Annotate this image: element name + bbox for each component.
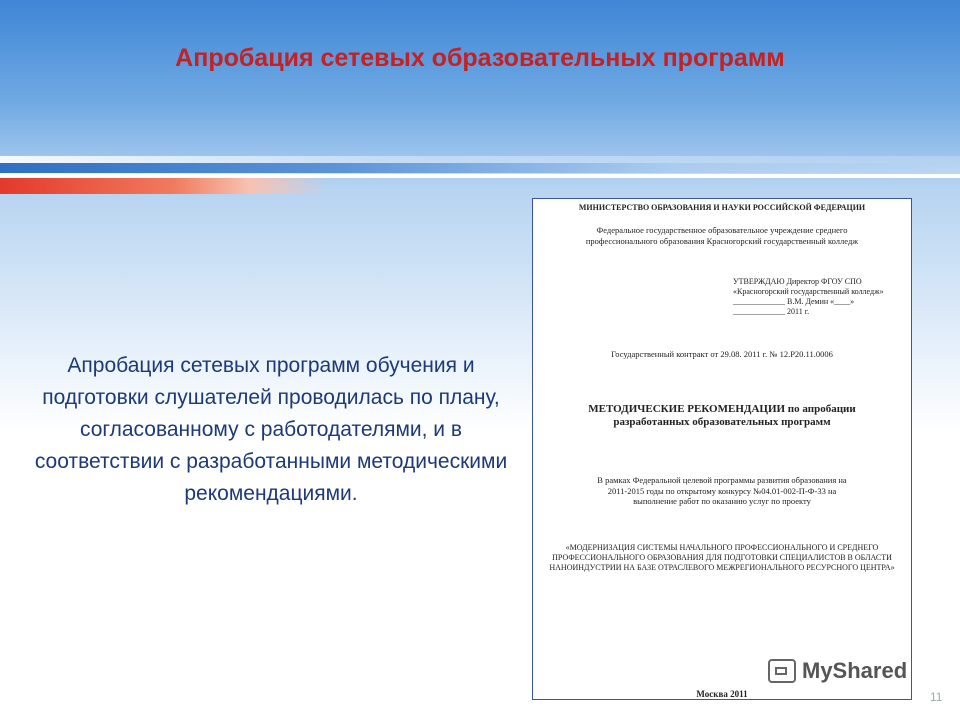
doc-title: МЕТОДИЧЕСКИЕ РЕКОМЕНДАЦИИ по апробации разработанных образовательных программ	[588, 403, 856, 428]
doc-ministry: МИНИСТЕРСТВО ОБРАЗОВАНИЯ И НАУКИ РОССИЙСКОЙ ФЕДЕРАЦИИ	[578, 203, 866, 212]
doc-contract: Государственный контракт от 29.08. 2011 г. № 12.Р20.11.0006	[611, 349, 833, 359]
doc-federal-program: В рамках Федеральной целевой программы развития образования на 2011-2015 годы по открытому конкурсу №04.01-002-П-Ф-33 на выполнение работ по оказанию услуг по проекту	[597, 475, 847, 506]
decor-stripe-red	[0, 178, 960, 194]
myshared-logo-icon	[768, 659, 796, 683]
doc-project: «МОДЕРНИЗАЦИЯ СИСТЕМЫ НАЧАЛЬНОГО ПРОФЕССИОНАЛЬНОГО И СРЕДНЕГО ПРОФЕССИОНАЛЬНОГО ОБРАЗОВАНИЯ ДЛЯ ПОДГОТОВКИ СПЕЦИАЛИСТОВ В ОБЛАСТИ НАНОИНДУСТРИИ НА БАЗЕ ОТРАСЛЕВОГО МЕЖРЕГИОНАЛЬНОГО РЕСУРСНОГО ЦЕНТРА»	[549, 543, 895, 572]
slide-title: Апробация сетевых образовательных программ	[175, 44, 785, 72]
slide-body-text: Апробация сетевых программ обучения и подготовки слушателей проводилась по плану, согласованному с работодателями, и в соответствии с разработанными методическими рекомендациями.	[34, 354, 508, 505]
document-scan	[532, 198, 912, 700]
decor-stripe-blue	[0, 163, 960, 173]
doc-approval: УТВЕРЖДАЮ Директор ФГОУ СПО «Красногорский государственный колледж» _____________ В.М. Демин «____» _____________ 2011 г.	[733, 277, 884, 316]
doc-institution: Федеральное государственное образовательное учреждение среднего профессионального образования Красногорский государственный колледж	[585, 225, 859, 246]
doc-city-year: Москва 2011	[696, 689, 748, 699]
watermark-text: MyShared	[802, 658, 908, 683]
page-number: 11	[930, 690, 943, 704]
watermark	[768, 658, 907, 684]
